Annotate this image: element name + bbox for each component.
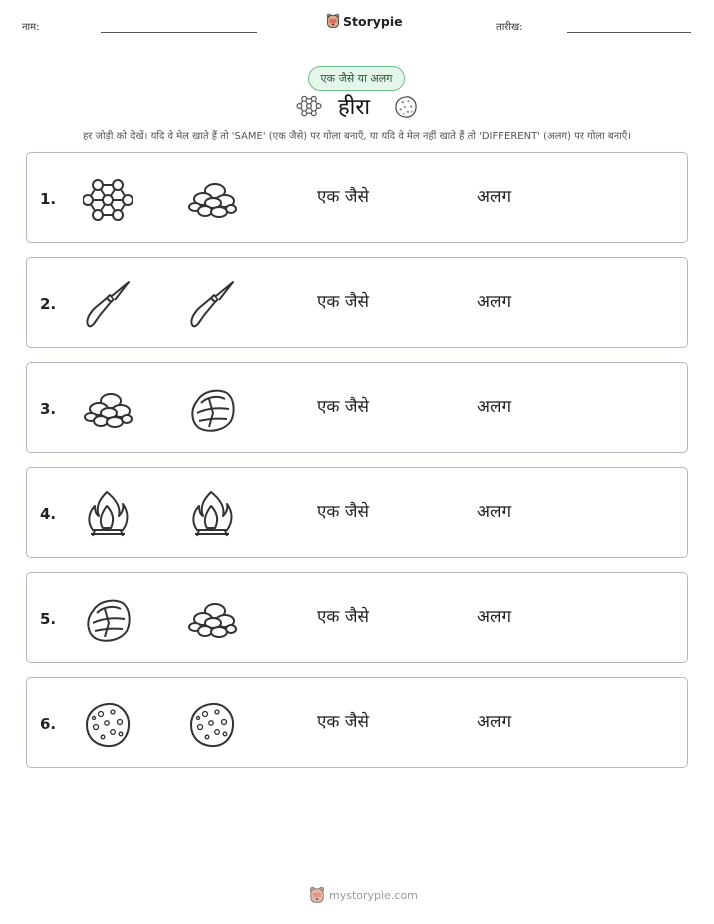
brand-logo [326,13,403,29]
rough-rock-icon [83,595,133,645]
chisel-tool-icon [187,280,237,330]
name-line[interactable] [101,32,257,33]
question-number: 6. [40,715,57,733]
different-option[interactable]: अलग [477,712,512,732]
question-number: 5. [40,610,57,628]
porous-stone-icon [394,95,418,119]
instructions: हर जोड़ी को देखें। यदि वे मेल खाते हैं तो 'SAME' (एक जैसे) पर गोला बनाएँ, या यदि वे मेल नहीं खाते हैं तो 'DIFFERENT' (अलग) पर गोला बनाएँ। [82,131,632,142]
fire-icon [187,490,237,540]
porous-stone-icon [83,700,133,750]
question-number: 3. [40,400,57,418]
question-number: 1. [40,190,57,208]
bear-logo-icon [309,886,325,904]
diamond-lattice-icon [83,175,133,225]
pebbles-icon [187,595,237,645]
bear-logo-icon [326,13,340,29]
question-row-4 [26,467,688,558]
rough-rock-icon [187,385,237,435]
different-option[interactable]: अलग [477,502,512,522]
pebbles-icon [187,175,237,225]
question-row-1 [26,152,688,243]
porous-stone-icon [187,700,237,750]
name-label: नाम: [22,22,40,33]
same-option[interactable]: एक जैसे [317,292,369,312]
pebbles-icon [83,385,133,435]
same-option[interactable]: एक जैसे [317,187,369,207]
different-option[interactable]: अलग [477,397,512,417]
question-row-6 [26,677,688,768]
question-number: 4. [40,505,57,523]
date-label: तारीख: [496,22,523,33]
page-title: हीरा [338,95,371,120]
question-row-5 [26,572,688,663]
different-option[interactable]: अलग [477,607,512,627]
same-option[interactable]: एक जैसे [317,397,369,417]
same-option[interactable]: एक जैसे [317,607,369,627]
brand-name: Storypie [343,13,403,29]
chisel-tool-icon [83,280,133,330]
date-line[interactable] [567,32,691,33]
same-option[interactable]: एक जैसे [317,502,369,522]
footer-url[interactable]: mystorypie.com [329,888,418,902]
different-option[interactable]: अलग [477,292,512,312]
diamond-lattice-icon [296,94,322,118]
question-number: 2. [40,295,57,313]
question-row-3 [26,362,688,453]
different-option[interactable]: अलग [477,187,512,207]
same-option[interactable]: एक जैसे [317,712,369,732]
worksheet-type-badge: एक जैसे या अलग [308,66,405,91]
question-row-2 [26,257,688,348]
footer [309,886,418,904]
fire-icon [83,490,133,540]
